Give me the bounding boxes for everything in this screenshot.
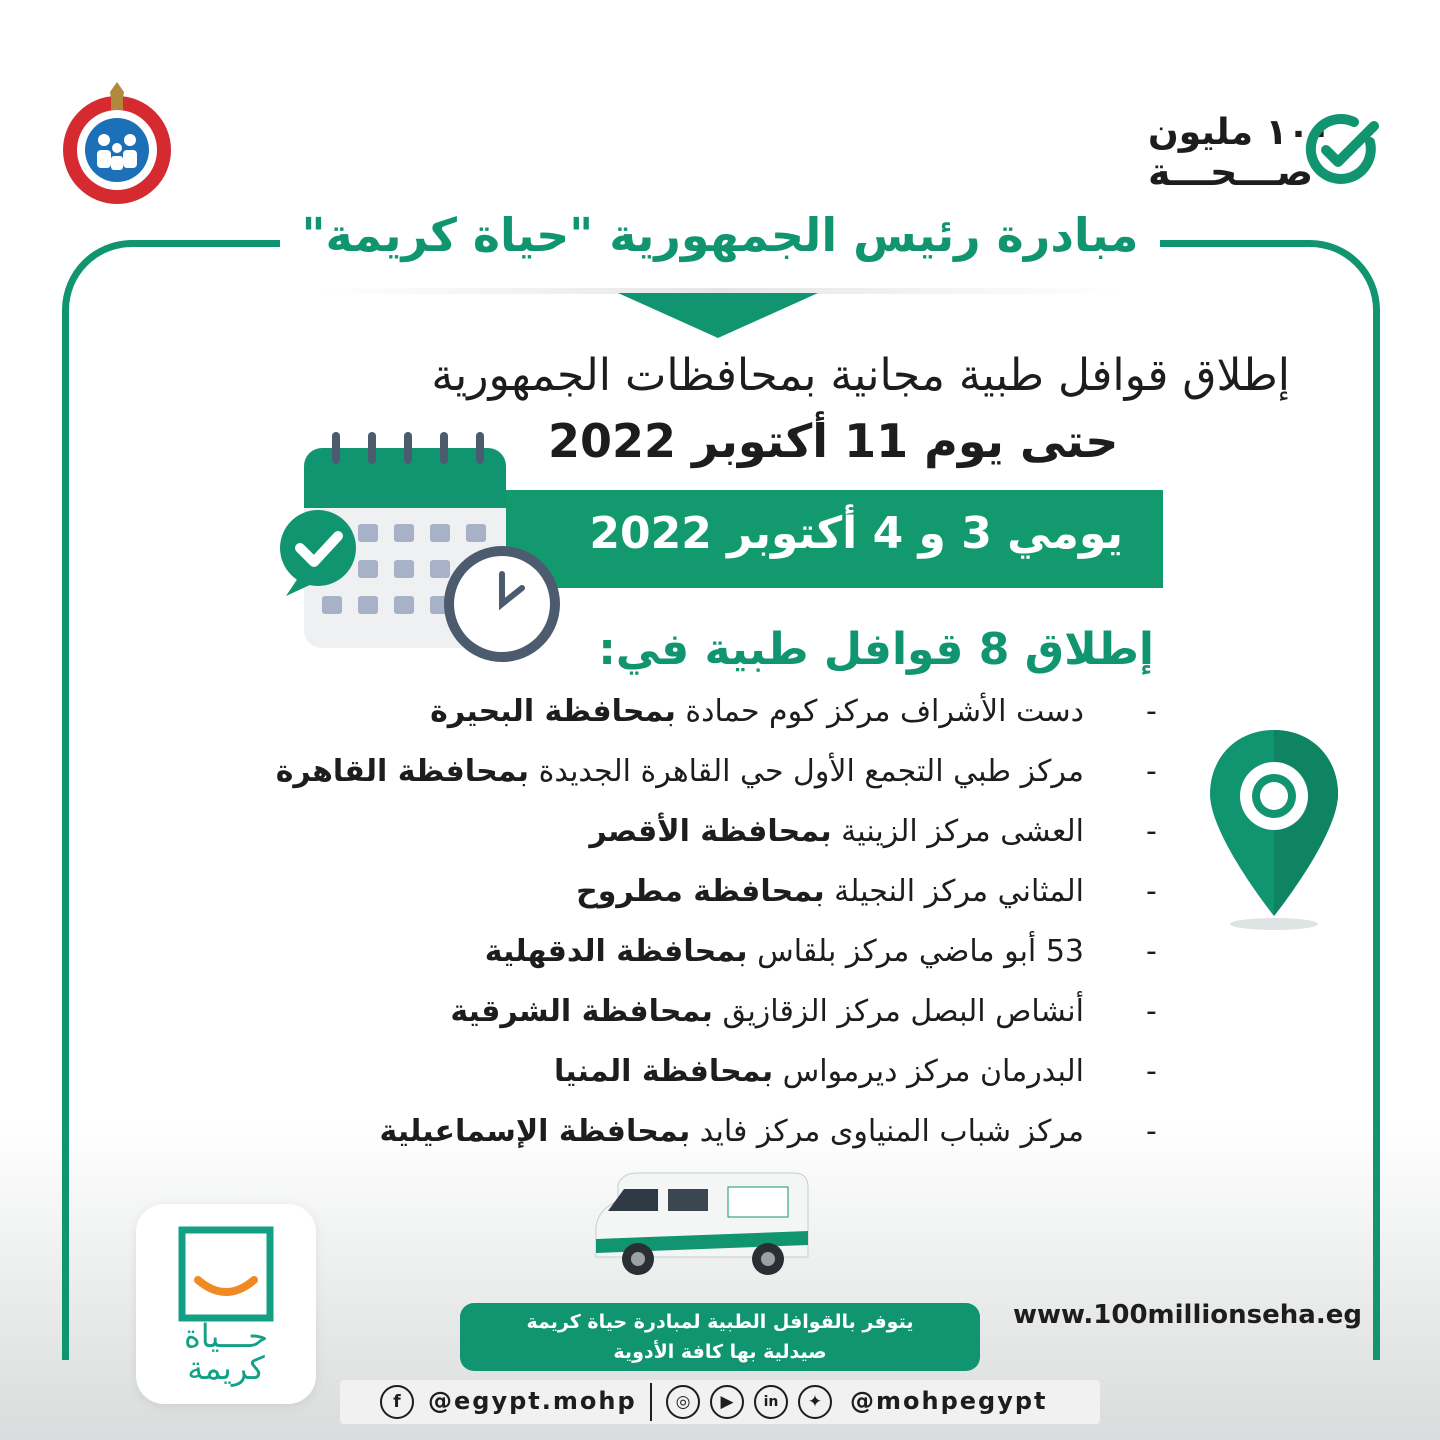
location-item (485, 934, 1084, 969)
list-dash: - (1146, 994, 1157, 1029)
location-place: العشى مركز الزينية (831, 814, 1084, 849)
medical-van-icon (588, 1165, 814, 1283)
instagram-icon[interactable]: ◎ (666, 1385, 700, 1419)
headline: إطلاق قوافل طبية مجانية بمحافظات الجمهورية (431, 350, 1290, 401)
brand-logo-line2: صـــحـــة (1148, 150, 1314, 194)
calendar-clock-icon (276, 428, 566, 664)
pharmacy-note-line2: صيدلية بها كافة الأدوية (613, 1341, 827, 1363)
location-governorate: بمحافظة الأقصر (589, 814, 832, 849)
hayah-karima-frame-icon (176, 1224, 276, 1324)
page-title: مبادرة رئيس الجمهورية "حياة كريمة" (301, 208, 1139, 262)
location-item (554, 1054, 1084, 1089)
hayah-karima-text (136, 1317, 316, 1387)
linkedin-icon[interactable]: in (754, 1385, 788, 1419)
location-item (589, 814, 1084, 849)
location-governorate: بمحافظة الإسماعيلية (379, 1114, 691, 1149)
location-governorate: بمحافظة القاهرة (275, 754, 530, 789)
list-dash: - (1146, 934, 1157, 969)
facebook-icon[interactable]: f (380, 1385, 414, 1419)
subheadline: حتى يوم 11 أكتوبر 2022 (548, 414, 1119, 468)
list-dash: - (1146, 814, 1157, 849)
list-dash: - (1146, 874, 1157, 909)
location-pin-icon (1206, 726, 1342, 932)
mohp-seal-icon (58, 78, 176, 208)
arrow-down-icon (618, 293, 818, 338)
location-place: 53 أبو ماضي مركز بلقاس (747, 934, 1084, 969)
location-governorate: بمحافظة مطروح (576, 874, 825, 909)
location-item (450, 994, 1084, 1029)
twitter-icon[interactable]: ✦ (798, 1385, 832, 1419)
list-dash: - (1146, 754, 1157, 789)
location-governorate: بمحافظة المنيا (553, 1054, 774, 1089)
location-place: مركز طبي التجمع الأول حي القاهرة الجديدة (529, 754, 1084, 789)
facebook-handle[interactable]: @egypt.mohp (428, 1387, 637, 1415)
location-governorate: بمحافظة الشرقية (450, 994, 713, 1029)
social-divider (650, 1383, 652, 1421)
location-place: مركز شباب المنياوى مركز فايد (690, 1114, 1084, 1149)
hayah-karima-line2: كريمة (187, 1349, 265, 1387)
location-item (380, 1114, 1084, 1149)
hayah-karima-line1: حـــياة (183, 1317, 269, 1355)
social-handle[interactable]: @mohpegypt (850, 1387, 1048, 1415)
date-banner-text: يومي 3 و 4 أكتوبر 2022 (589, 508, 1123, 559)
location-governorate: بمحافظة الدقهلية (484, 934, 748, 969)
date-banner (505, 490, 1163, 588)
pharmacy-note-line1: يتوفر بالقوافل الطبية لمبادرة حياة كريمة (526, 1311, 914, 1333)
brand-logo-line1: ١٠٠ مليون (1148, 112, 1332, 153)
list-dash: - (1146, 694, 1157, 729)
list-dash: - (1146, 1114, 1157, 1149)
check-logo-icon (1304, 112, 1380, 188)
location-place: دست الأشراف مركز كوم حمادة (675, 694, 1084, 729)
youtube-icon[interactable]: ▶ (710, 1385, 744, 1419)
website-link[interactable]: www.100millionseha.eg (1013, 1300, 1362, 1330)
list-title: إطلاق 8 قوافل طبية في: (598, 624, 1154, 675)
pharmacy-note (460, 1303, 980, 1371)
location-item (576, 874, 1084, 909)
list-dash: - (1146, 1054, 1157, 1089)
location-item (276, 754, 1084, 789)
location-governorate: بمحافظة البحيرة (430, 694, 676, 729)
location-place: المثاني مركز النجيلة (824, 874, 1084, 909)
location-place: أنشاص البصل مركز الزقازيق (712, 994, 1084, 1029)
location-place: البدرمان مركز ديرمواس (773, 1054, 1084, 1089)
location-item (430, 694, 1084, 729)
